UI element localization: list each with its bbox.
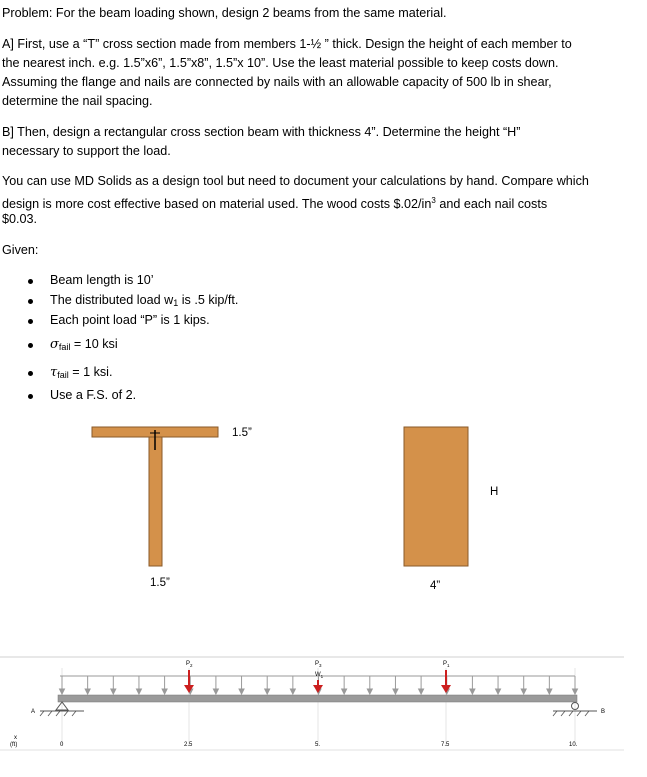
part-b-line-2: necessary to support the load.: [2, 144, 171, 158]
fs-text: Use a F.S. of 2.: [50, 388, 137, 402]
distributed-load-text: The distributed load $w_1$ is .5 kip/ft.: [50, 293, 239, 308]
distributed-load-arrowhead: [342, 689, 347, 694]
part-a-line-2: the nearest inch. e.g. 1.5”x6”, 1.5”x8”, 1.5”x 10”. Use the least material possible to keep costs down.: [2, 56, 559, 70]
distributed-load-arrowhead: [265, 689, 270, 694]
distributed-load-arrowhead: [573, 689, 578, 694]
tick-label: 10.: [569, 742, 578, 748]
p1-label: $P_1$: [443, 661, 450, 668]
rect-height-label: H: [490, 486, 499, 498]
support-b-label: B: [601, 709, 606, 715]
mdsolids-line-3: $0.03.: [2, 212, 38, 226]
t-web: [149, 437, 162, 566]
p3-label: $P_3$: [315, 661, 322, 668]
rect-width-label: 4”: [430, 580, 441, 592]
mdsolids-line-1: You can use MD Solids as a design tool but need to document your calculations by hand. Compare which: [2, 174, 589, 188]
sigma-fail-text: $\sigma_{fail} = 10$ ksi: [50, 337, 118, 352]
distributed-load-arrowhead: [393, 689, 398, 694]
nail-cost-text: and each nail costs: [435, 197, 548, 211]
part-a-line-4: determine the nail spacing.: [2, 94, 153, 108]
support-a-label: A: [31, 709, 36, 715]
cost-text: design is more cost effective based on material used. The wood costs $.02/in: [2, 197, 432, 211]
beam-body: [58, 695, 577, 702]
t-web-thickness-label: 1.5”: [150, 577, 170, 589]
distributed-load-arrowhead: [111, 689, 116, 694]
beam-loading-diagram: [0, 650, 647, 777]
cost-superscript: 3: [431, 196, 436, 205]
distributed-load-arrowhead: [213, 689, 218, 694]
t-flange-thickness-label: 1.5”: [232, 427, 252, 439]
tick-label: 2.5: [184, 742, 193, 748]
part-b-line-1: B] Then, design a rectangular cross section beam with thickness 4”. Determine the height “H”: [2, 125, 521, 139]
distributed-load-arrowhead: [547, 689, 552, 694]
tick-label: 7.5: [441, 742, 450, 748]
part-a-line-1: A] First, use a “T” cross section made from members 1-½ ” thick. Design the height of each member to: [2, 37, 572, 51]
distributed-load-arrowhead: [290, 689, 295, 694]
distributed-load-arrowhead: [521, 689, 526, 694]
distributed-load-arrowhead: [496, 689, 501, 694]
beam-length-text: Beam length is 10’: [50, 273, 154, 287]
axis-x-label: x: [14, 735, 17, 741]
tick-label: 5.: [315, 742, 321, 748]
part-a-line-3: Assuming the flange and nails are connected by nails with an allowable capacity of 500 lb in shear,: [2, 75, 552, 89]
rectangular-section: [404, 427, 468, 566]
distributed-load-arrowhead: [85, 689, 90, 694]
distributed-load-arrowhead: [162, 689, 167, 694]
tick-label: 0: [60, 742, 64, 748]
distributed-load-arrowhead: [470, 689, 475, 694]
problem-title: Problem: For the beam loading shown, design 2 beams from the same material.: [2, 6, 447, 20]
tau-fail-text: $\tau_{fail} = 1$ ksi.: [50, 365, 113, 380]
distributed-load-arrowhead: [239, 689, 244, 694]
distributed-load-arrowhead: [419, 689, 424, 694]
point-load-text: Each point load “P” is 1 kips.: [50, 313, 210, 327]
given-label: Given:: [2, 243, 39, 257]
p2-label: $P_2$: [186, 661, 193, 668]
distributed-load-arrowhead: [367, 689, 372, 694]
axis-unit-label: (ft): [10, 742, 18, 748]
distributed-load-arrowhead: [136, 689, 141, 694]
w1-label: $W_1$: [315, 672, 324, 679]
distributed-load-arrowhead: [60, 689, 65, 694]
point-load-p3: [313, 680, 323, 693]
